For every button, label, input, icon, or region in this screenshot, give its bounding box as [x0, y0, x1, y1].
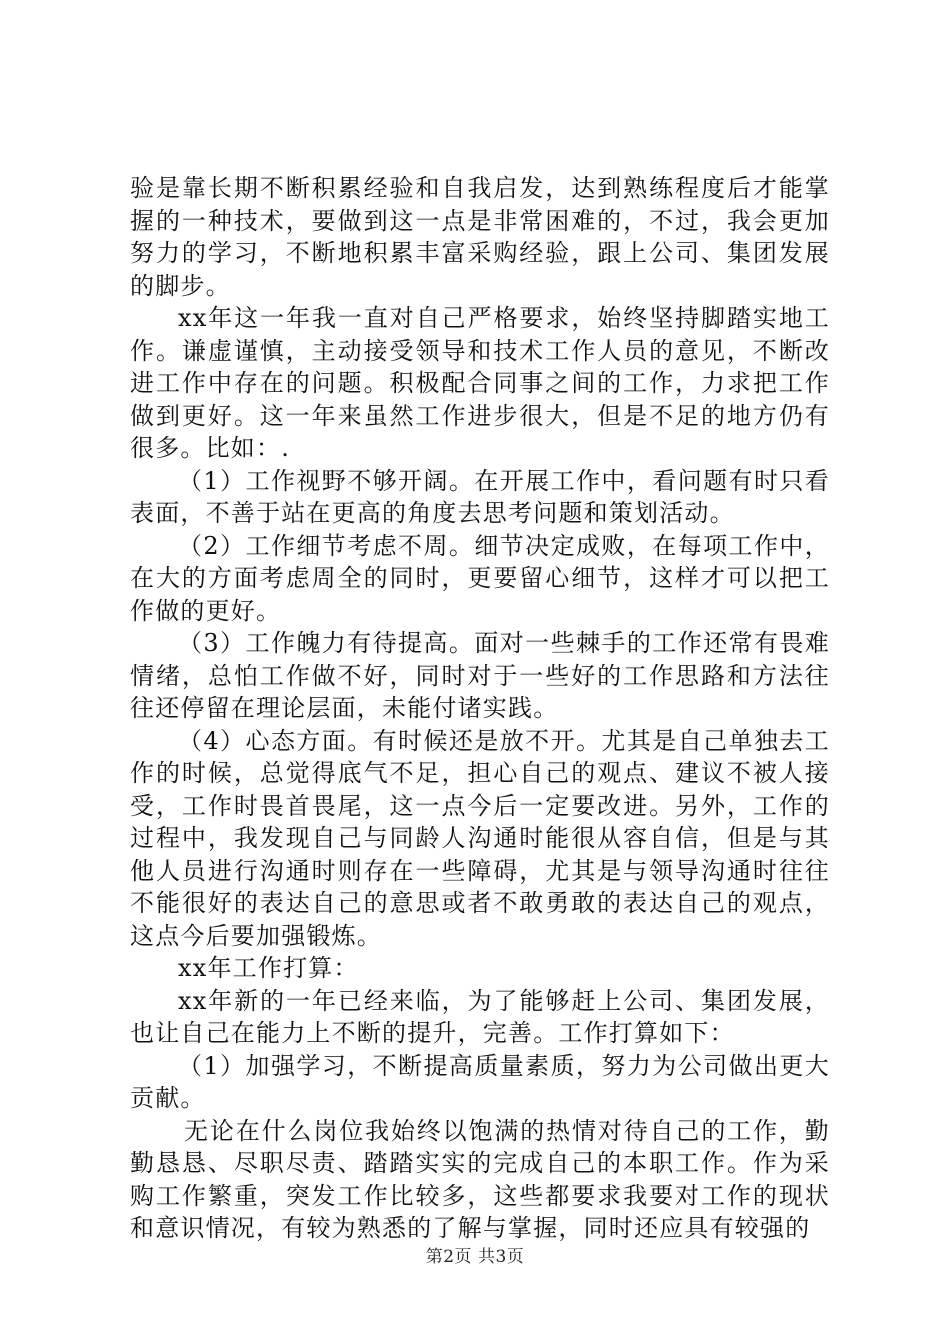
document-body: [130, 172, 830, 1245]
paragraph-shortcoming-4: （4）心态方面。有时候还是放不开。尤其是自己单独去工作的时候，总觉得底气不足，担心自己的观点、建议不被人接受，工作时畏首畏尾，这一点今后一定要改进。另外，工作的过程中，我发现自己与同龄人沟通时能很从容自信，但是与其他人员进行沟通时则存在一些障碍，尤其是与领导沟通时往往不能很好的表达自己的意思或者不敢勇敢的表达自己的观点，这点今后要加强锻炼。: [130, 726, 830, 950]
paragraph-year-summary: xx年这一年我一直对自己严格要求，始终坚持脚踏实地工作。谦虚谨慎，主动接受领导和技术工作人员的意见，不断改进工作中存在的问题。积极配合同事之间的工作，力求把工作做到更好。这一年来虽然工作进步很大，但是不足的地方仍有很多。比如：.: [130, 304, 830, 462]
paragraph-shortcoming-1: （1）工作视野不够开阔。在开展工作中，看问题有时只看表面，不善于站在更高的角度去思考问题和策划活动。: [130, 466, 830, 527]
paragraph-plan-item-1: （1）加强学习，不断提高质量素质，努力为公司做出更大贡献。: [130, 1051, 830, 1112]
page-footer: 第2页 共3页: [425, 1247, 525, 1267]
paragraph-shortcoming-3: （3）工作魄力有待提高。面对一些棘手的工作还常有畏难情绪，总怕工作做不好，同时对于一些好的工作思路和方法往往还停留在理论层面，未能付诸实践。: [130, 629, 830, 722]
paragraph-closing: 无论在什么岗位我始终以饱满的热情对待自己的工作，勤勤恳恳、尽职尽责、踏踏实实的完成自己的本职工作。作为采购工作繁重，突发工作比较多，这些都要求我要对工作的现状和意识情况，有较为熟悉的了解与掌握，同时还应具有较强的: [130, 1116, 830, 1242]
paragraph-continuation: 验是靠长期不断积累经验和自我启发，达到熟练程度后才能掌握的一种技术，要做到这一点是非常困难的，不过，我会更加努力的学习，不断地积累丰富采购经验，跟上公司、集团发展的脚步。: [130, 174, 830, 300]
paragraph-plan-intro: xx年新的一年已经来临，为了能够赶上公司、集团发展，也让自己在能力上不断的提升，完善。工作打算如下：: [130, 986, 830, 1047]
paragraph-plan-heading: xx年工作打算：: [178, 954, 359, 982]
paragraph-shortcoming-2: （2）工作细节考虑不周。细节决定成败，在每项工作中，在大的方面考虑周全的同时，更要留心细节，这样才可以把工作做的更好。: [130, 531, 830, 625]
